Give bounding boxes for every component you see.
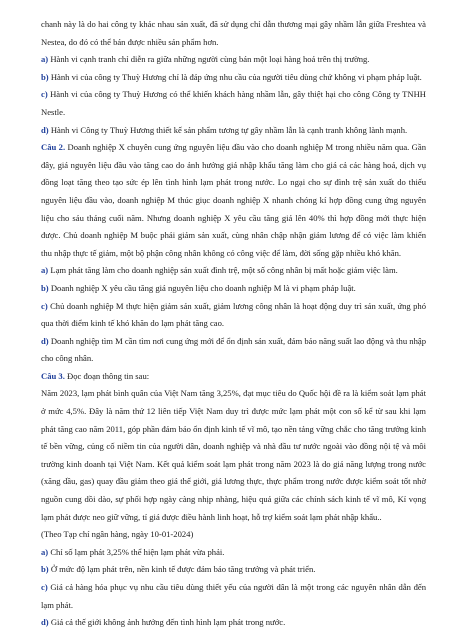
q1-option-b xyxy=(41,69,426,87)
q1-option-a xyxy=(41,51,426,69)
option-text: Giá cả thế giới không ảnh hưởng đến tình hình lạm phát trong nước. xyxy=(50,617,286,628)
q2-paragraph xyxy=(41,139,426,262)
q1-option-c xyxy=(41,86,426,121)
question-label: Câu 2. xyxy=(41,142,66,153)
option-letter: d) xyxy=(41,617,49,628)
option-text: Hành vi cạnh tranh chỉ diễn ra giữa những người cùng bán một loại hàng hoá trên thị trường. xyxy=(50,54,370,65)
q2-option-d xyxy=(41,333,426,368)
q3-option-b xyxy=(41,561,426,579)
option-text: Ở mức độ lạm phát trên, nền kinh tế được đảm bảo tăng trưởng và phát triển. xyxy=(50,564,316,575)
option-letter: b) xyxy=(41,282,49,293)
q1-option-d xyxy=(41,122,426,140)
q2-option-b xyxy=(41,280,426,298)
option-text: Lạm phát tăng làm cho doanh nghiệp sản xuất đình trệ, một số công nhân bị mất hoặc giảm việc làm. xyxy=(50,265,398,276)
option-text: Chủ doanh nghiệp M thực hiện giảm sản xuất, giảm lương công nhân là hoạt động duy trì sản xuất, ứng phó qua thời điểm kinh tế khó khăn do lạm phát tăng cao. xyxy=(41,300,426,329)
option-letter: a) xyxy=(41,546,49,557)
q3-option-c xyxy=(41,579,426,614)
option-text: Hành vi Công ty Thuỳ Hương thiết kế sản phẩm tương tự gây nhầm lẫn là cạnh tranh không lành mạnh. xyxy=(50,124,408,135)
option-letter: b) xyxy=(41,71,49,82)
q3-paragraph: Năm 2023, lạm phát bình quân của Việt Nam tăng 3,25%, đạt mục tiêu do Quốc hội đề ra là kiểm soát lạm phát ở mức 4,5%. Đây là năm thứ 12 liên tiếp Việt Nam duy trì được mức lạm phát một con số kể từ sau khi lạm phát tăng cao năm 2011, góp phần đảm bảo ổn định kinh tế vĩ mô, tạo nền tảng vững chắc cho tăng trưởng kinh tế bền vững, củng cố niềm tin của người dân, doanh nghiệp và nhà đầu tư nước ngoài vào đồng nội tệ và môi trường kinh doanh tại Việt Nam. Kết quả kiểm soát lạm phát trong năm 2023 là do giá năng lượng trong nước (xăng dầu, gas) quay đầu giảm theo giá thế giới, giá lương thực, thực phẩm trong nước được kiểm soát tốt nhờ nguồn cung dồi dào, sự phối hợp ngày càng nhịp nhàng, hiệu quả giữa các chính sách kinh tế vĩ mô, Kỉ vọng lạm phát được neo giữ vững, tỉ giá được điều hành linh hoạt, hỗ trợ kiểm soát lạm phát nhập khẩu.. xyxy=(41,388,426,522)
q3-heading xyxy=(41,368,426,386)
intro-paragraph: chanh này là do hai công ty khác nhau sản xuất, đã sử dụng chỉ dẫn thương mại gây nhầm lẫn giữa Freshtea và Nestea, do đó có thể bán được nhiều sản phẩm hơn. xyxy=(41,19,426,47)
q3-option-d xyxy=(41,614,426,632)
option-text: Doanh nghiệp tìm M cần tìm nơi cung ứng mới để ổn định sản xuất, đảm bảo năng suất lao động và thu nhập cho công nhân. xyxy=(41,335,426,364)
option-letter: a) xyxy=(41,265,49,276)
q3-option-a xyxy=(41,544,426,562)
option-text: Giá cả hàng hóa phục vụ nhu cầu tiêu dùng thiết yếu của người dân là một trong các nguyên nhân dẫn đến lạm phát. xyxy=(41,582,427,610)
option-letter: b) xyxy=(41,564,49,575)
option-text: Hành vi của công ty Thuỳ Hương chỉ là đáp ứng nhu cầu của người tiêu dùng chứ không vi phạm pháp luật. xyxy=(50,71,422,82)
q2-option-c xyxy=(41,298,426,333)
q3-source: (Theo Tạp chí ngân hàng, ngày 10-01-2024) xyxy=(41,529,194,540)
option-text: Chỉ số lạm phát 3,25% thể hiện lạm phát vừa phải. xyxy=(50,546,225,557)
option-letter: d) xyxy=(41,124,49,135)
option-letter: a) xyxy=(41,54,49,65)
option-letter: c) xyxy=(41,582,48,592)
option-text: Doanh nghiệp X yêu cầu tăng giá nguyên liệu cho doanh nghiệp M là vi phạm pháp luật. xyxy=(50,282,356,293)
question-text: Doanh nghiệp X chuyên cung ứng nguyên liệu đầu vào cho doanh nghiệp M trong nhiều năm qua. Gần đây, giá nguyên liệu đầu vào tăng cao do ảnh hưởng giá nhập khẩu tăng làm cho giá cả các hàng hoá, dịch vụ đồng loạt tăng theo tạo sức ép lên tình hình lạm phát trong nước. Lo ngại cho sự đình trệ sản xuất do thiếu nguyên liệu đầu vào, doanh nghiệp M thúc giục doanh nghiệp X nhanh chóng kí hợp đồng cung ứng nguyên liệu cho sáu tháng cuối năm. Nhưng doanh nghiệp X yêu cầu tăng giá lên 40% thì hợp đồng mới thực hiện được. Chủ doanh nghiệp M buộc phải giảm sản xuất, cùng nhân chập nhận giảm lương để có việc làm khiến thu nhập thực tế giảm, một bộ phận công nhân không có công việc để làm, đời sống gặp nhiều khó khăn. xyxy=(41,142,426,258)
q2-option-a xyxy=(41,262,426,280)
option-letter: d) xyxy=(41,335,49,346)
option-letter: c) xyxy=(41,300,48,311)
question-heading: Đọc đoạn thông tin sau: xyxy=(67,370,150,381)
question-label: Câu 3. xyxy=(41,370,65,381)
option-text: Hành vi của công ty Thuỳ Hương có thể khiến khách hàng nhầm lẫn, gây thiệt hại cho công Công ty TNHH Nestle. xyxy=(41,89,426,117)
option-letter: c) xyxy=(41,89,48,100)
